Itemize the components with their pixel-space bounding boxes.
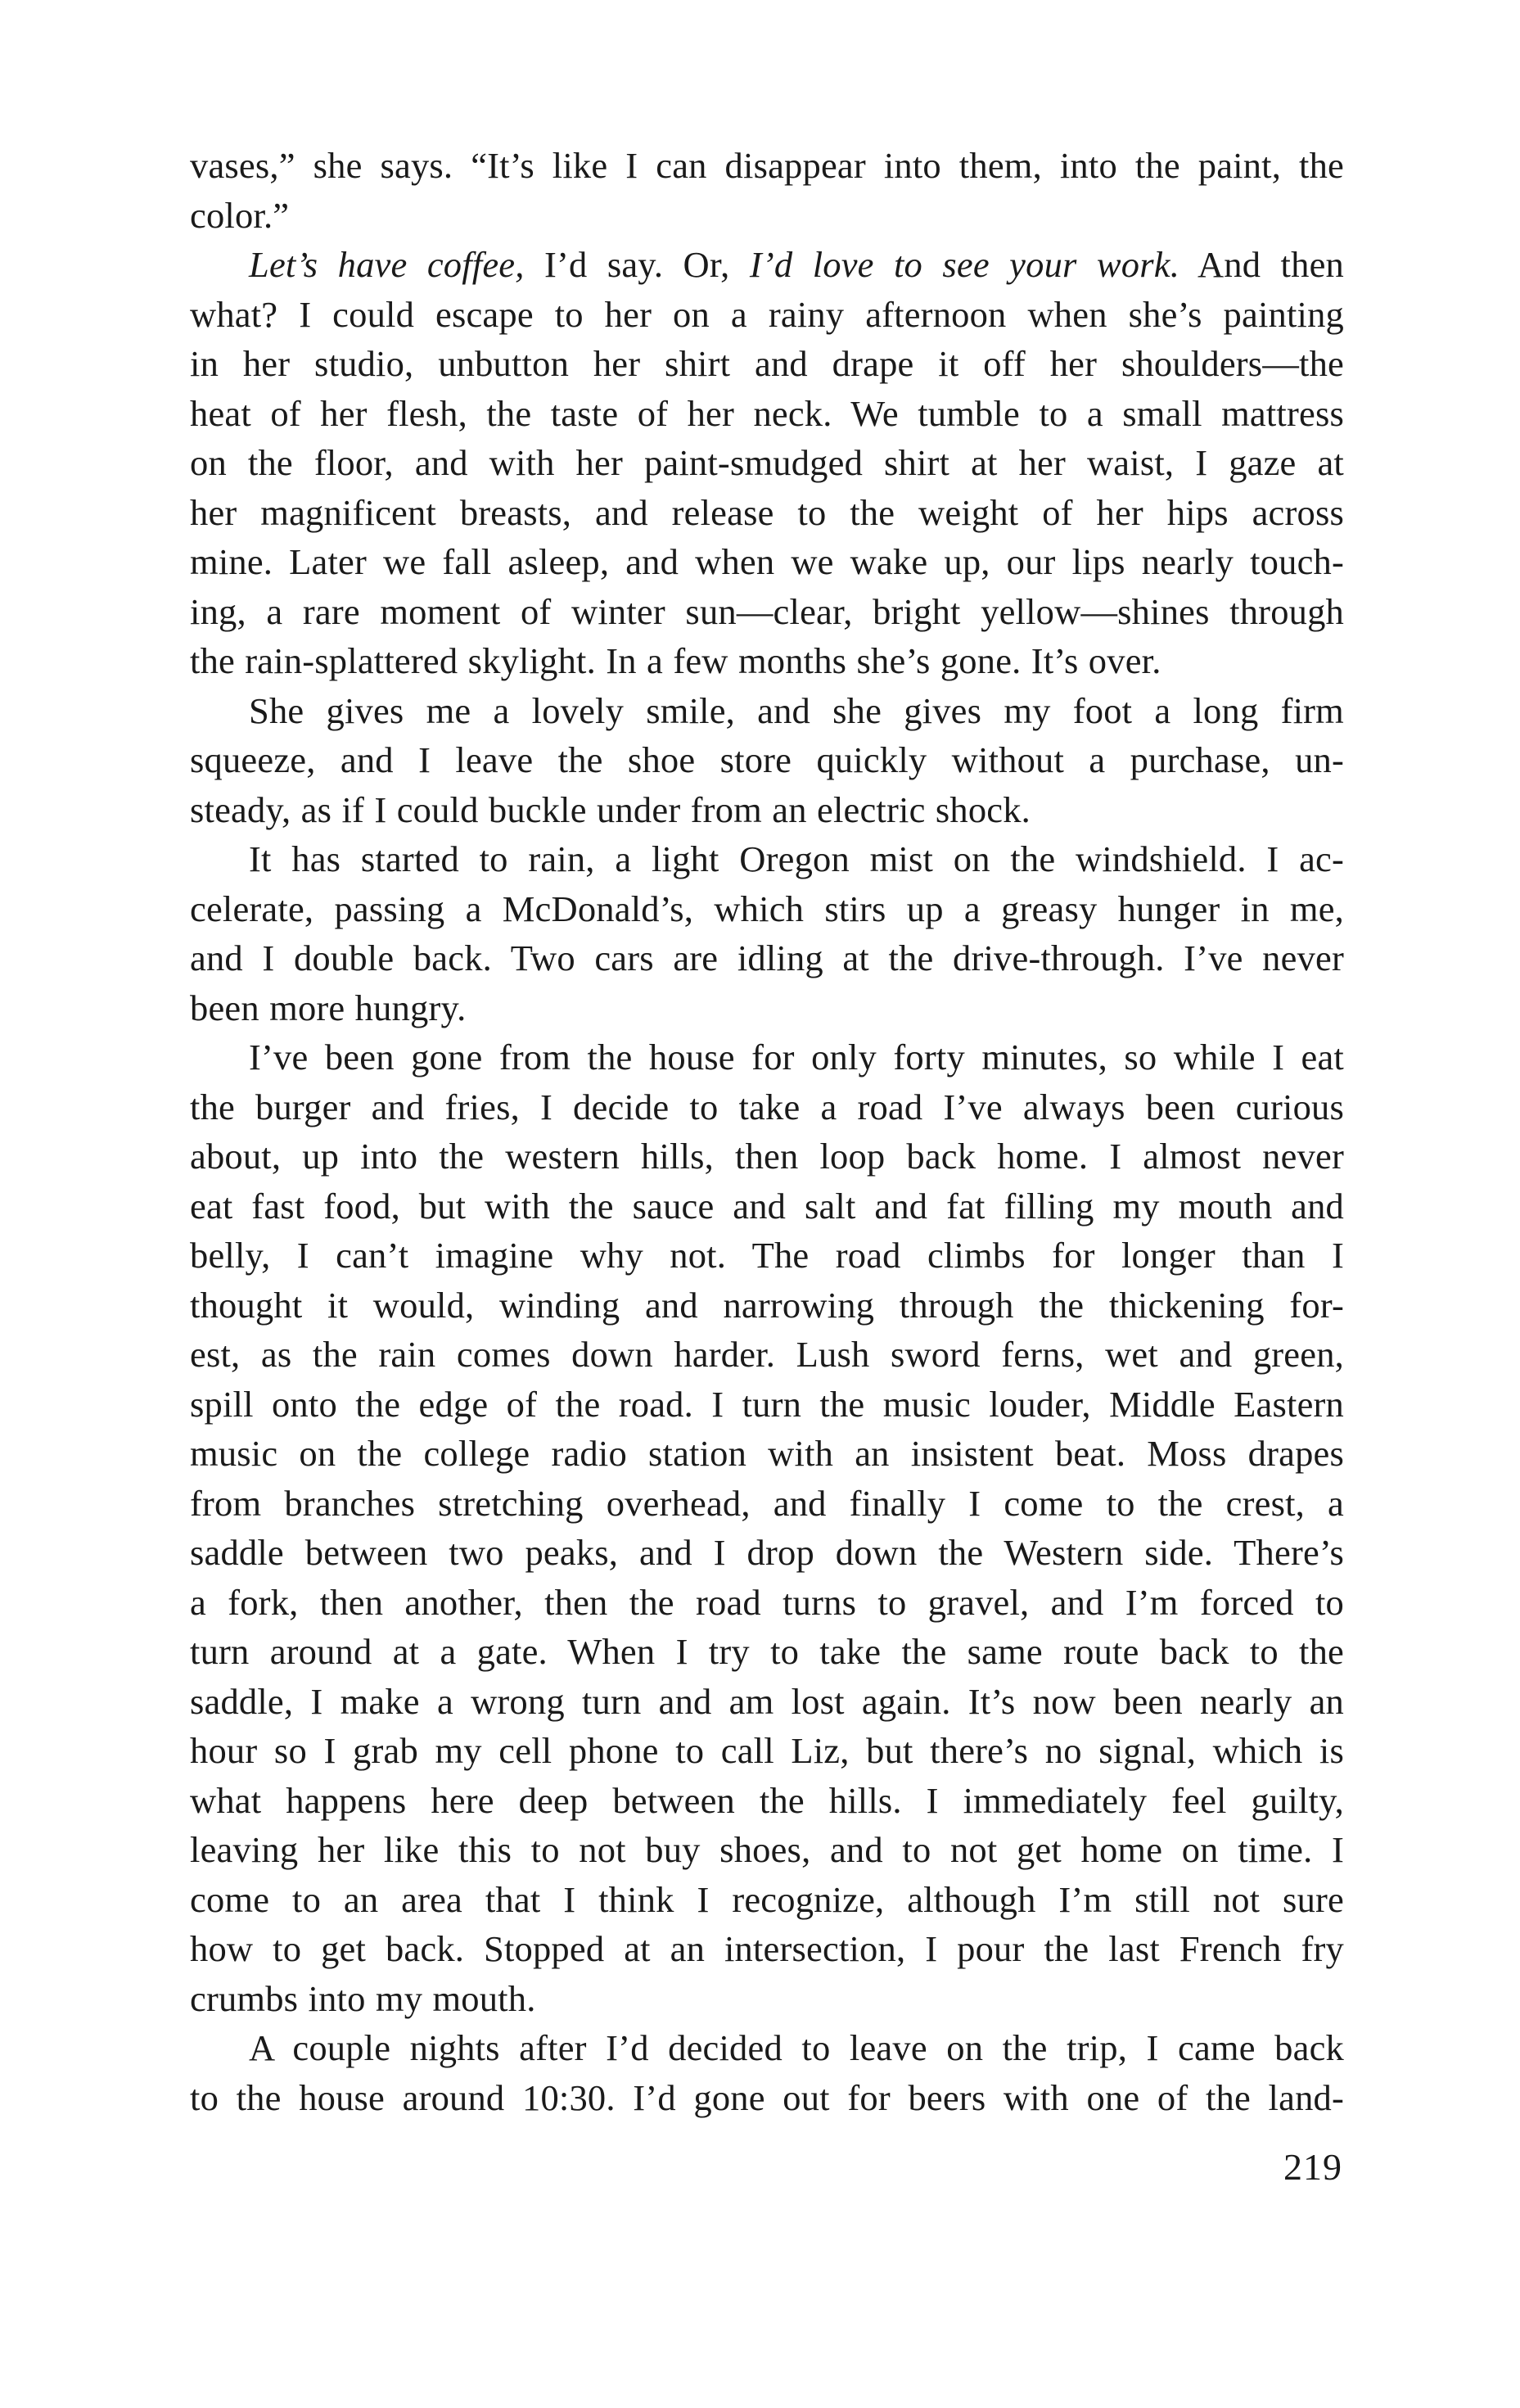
text-line: on the floor, and with her paint-smudged shirt at her waist, I gaze at	[190, 442, 1344, 483]
text-line: saddle between two peaks, and I drop down the Western side. There’s	[190, 1532, 1344, 1573]
text-line: to the house around 10:30. I’d gone out for beers with one of the land-	[190, 2076, 1344, 2118]
text-line: Let’s have coffee, I’d say. Or, I’d love to see your work. And then	[249, 244, 1344, 285]
text-line: from branches stretching overhead, and finally I come to the crest, a	[190, 1482, 1344, 1524]
text-line: heat of her flesh, the taste of her neck. We tumble to a small mattress	[190, 392, 1344, 434]
text-line: her magnificent breasts, and release to the weight of her hips across	[190, 491, 1344, 533]
text-line: come to an area that I think I recognize, although I’m still not sure	[190, 1878, 1344, 1920]
text-line: ing, a rare moment of winter sun—clear, bright yellow—shines through	[190, 590, 1344, 632]
text-line: what? I could escape to her on a rainy afternoon when she’s painting	[190, 293, 1344, 335]
text-line: crumbs into my mouth.	[190, 1977, 536, 2019]
text-line: in her studio, unbutton her shirt and drape it off her shoulders—the	[190, 343, 1344, 384]
text-line: how to get back. Stopped at an intersection, I pour the last French fry	[190, 1928, 1344, 1969]
text-line: about, up into the western hills, then loop back home. I almost never	[190, 1136, 1344, 1177]
text-line: vases,” she says. “It’s like I can disappear into them, into the paint, the	[190, 145, 1344, 186]
text-line: steady, as if I could buckle under from an electric shock.	[190, 788, 1031, 830]
text-line: eat fast food, but with the sauce and salt and fat filling my mouth and	[190, 1185, 1344, 1227]
text-line: spill onto the edge of the road. I turn the music louder, Middle Eastern	[190, 1383, 1344, 1425]
text-line: and I double back. Two cars are idling at the drive-through. I’ve never	[190, 937, 1344, 978]
text-line: mine. Later we fall asleep, and when we wake up, our lips nearly touch-	[190, 541, 1344, 582]
page-number: 219	[1283, 2146, 1342, 2188]
body-text	[190, 141, 1344, 2122]
text-line: hour so I grab my cell phone to call Liz, but there’s no signal, which is	[190, 1730, 1344, 1771]
text-line: saddle, I make a wrong turn and am lost again. It’s now been nearly an	[190, 1680, 1344, 1722]
text-line: thought it would, winding and narrowing through the thickening for-	[190, 1284, 1344, 1326]
text-line: color.”	[190, 194, 290, 236]
text-line: the rain-splattered skylight. In a few months she’s gone. It’s over.	[190, 640, 1161, 681]
text-line: music on the college radio station with an insistent beat. Moss drapes	[190, 1433, 1344, 1474]
text-line: She gives me a lovely smile, and she gives my foot a long firm	[249, 689, 1344, 731]
text-line: a fork, then another, then the road turns to gravel, and I’m forced to	[190, 1581, 1344, 1623]
text-line: the burger and fries, I decide to take a road I’ve always been curious	[190, 1086, 1344, 1127]
text-line: A couple nights after I’d decided to leave on the trip, I came back	[249, 2027, 1344, 2068]
text-line: It has started to rain, a light Oregon mist on the windshield. I ac-	[249, 838, 1344, 879]
text-line: celerate, passing a McDonald’s, which stirs up a greasy hunger in me,	[190, 888, 1344, 929]
text-line: turn around at a gate. When I try to take the same route back to the	[190, 1631, 1344, 1672]
text-line: belly, I can’t imagine why not. The road climbs for longer than I	[190, 1235, 1344, 1276]
text-line: been more hungry.	[190, 987, 467, 1028]
text-line: est, as the rain comes down harder. Lush sword ferns, wet and green,	[190, 1334, 1344, 1375]
text-line: leaving her like this to not buy shoes, and to not get home on time. I	[190, 1829, 1344, 1870]
text-line: what happens here deep between the hills. I immediately feel guilty,	[190, 1779, 1344, 1821]
text-line: I’ve been gone from the house for only forty minutes, so while I eat	[249, 1037, 1344, 1078]
text-line: squeeze, and I leave the shoe store quickly without a purchase, un-	[190, 739, 1344, 780]
